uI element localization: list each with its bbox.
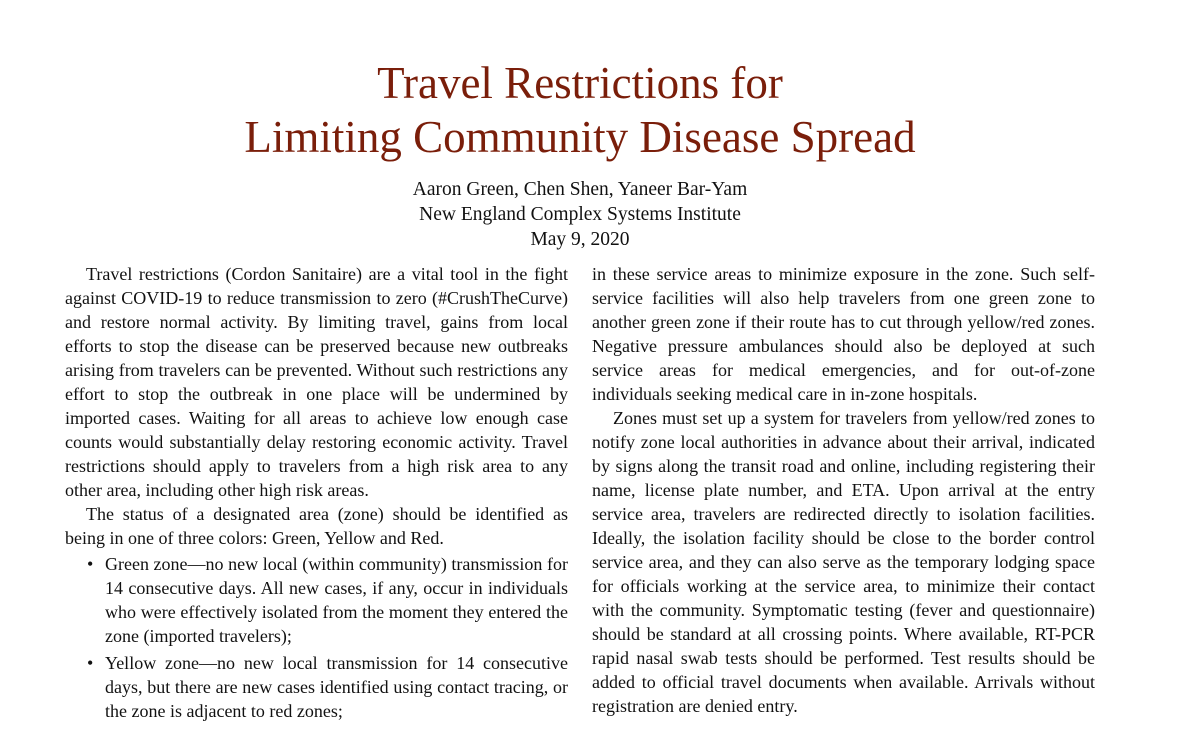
affiliation: New England Complex Systems Institute (419, 204, 741, 225)
date: May 9, 2020 (530, 229, 630, 250)
list-item-text: Green zone—no new local (within community) transmission for 14 consecutive days. All new cases, if any, occur in individuals who were effectively isolated from the moment they entered the zone (imported travelers); (105, 554, 568, 646)
zone-list (65, 552, 568, 723)
paragraph: Travel restrictions (Cordon Sanitaire) are a vital tool in the fight against COVID-19 to reduce transmission to zero (#CrushTheCurve) and restore normal activity. By limiting travel, gains from local efforts to stop the disease can be preserved because new outbreaks arising from travelers can be prevented. Without such restrictions any effort to stop the outbreak in one place will be undermined by imported cases. Waiting for all areas to achieve low enough case counts would substantially delay restoring economic activity. Travel restrictions should apply to travelers from a high risk area to any other area, including other high risk areas. (65, 264, 568, 500)
paper-title (0, 56, 1160, 164)
bullet-icon: • (87, 554, 94, 574)
paragraph: in these service areas to minimize exposure in the zone. Such self-service facilities will also help travelers from one green zone to another green zone if their route has to cut through yellow/red zones. Negative pressure ambulances should also be deployed at such service areas for medical emergencies, and for out-of-zone individuals seeking medical care in in-zone hospitals. (592, 264, 1095, 404)
paragraph: Zones must set up a system for travelers from yellow/red zones to notify zone local authorities in advance about their arrival, indicated by signs along the transit road and online, including registering their name, license plate number, and ETA. Upon arrival at the entry service area, travelers are redirected directly to isolation facilities. Ideally, the isolation facility should be close to the border control service area, and they can also serve as the temporary lodging space for officials working at the service area, to minimize their contact with the community. Symptomatic testing (fever and questionnaire) should be standard at all crossing points. Where available, RT-PCR rapid nasal swab tests should be performed. Test results should be added to official travel documents when available. Arrivals without registration are denied entry. (592, 408, 1095, 716)
list-item-text: Yellow zone—no new local transmission for 14 consecutive days, but there are new cases identified using contact tracing, or the zone is adjacent to red zones; (105, 653, 568, 721)
authors: Aaron Green, Chen Shen, Yaneer Bar-Yam (412, 179, 748, 200)
title-line-2: Limiting Community Disease Spread (244, 112, 916, 162)
list-item-green-zone (65, 552, 568, 648)
left-column (65, 262, 568, 726)
title-line-1: Travel Restrictions for (377, 58, 783, 108)
list-item-yellow-zone (65, 651, 568, 723)
bullet-icon: • (87, 653, 94, 673)
paper-metadata (0, 177, 1160, 252)
right-column (592, 262, 1095, 718)
paragraph: The status of a designated area (zone) should be identified as being in one of three colors: Green, Yellow and Red. (65, 504, 568, 548)
